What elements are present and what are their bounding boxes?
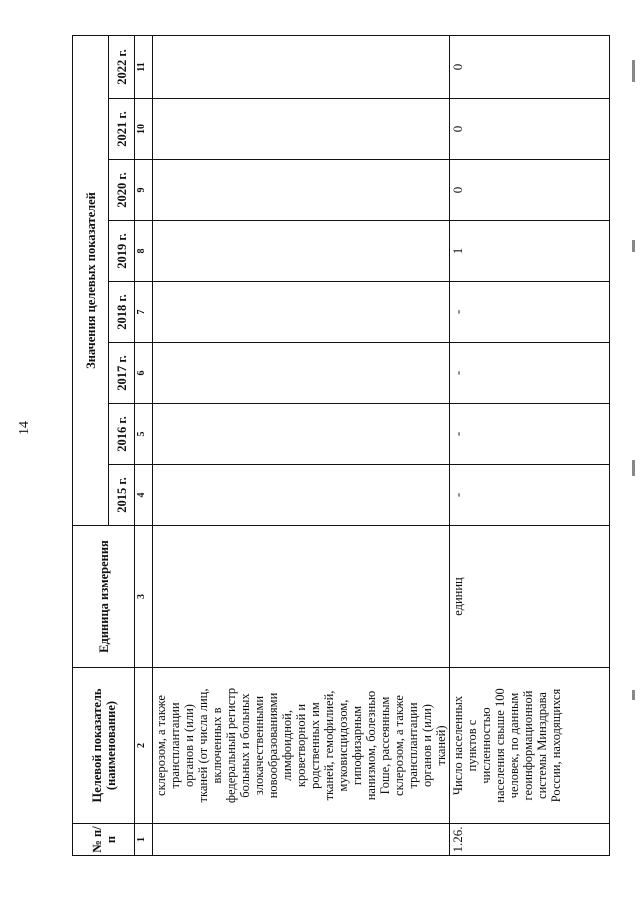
header-year: 2021 г. (109, 99, 135, 160)
header-year: 2018 г. (109, 282, 135, 343)
row-name-line: Число населенных (451, 695, 465, 796)
header-year: 2020 г. (109, 160, 135, 221)
column-number: 7 (135, 282, 153, 343)
row-value: 1 (450, 221, 610, 282)
row-name-line: численностью (479, 707, 493, 784)
column-number: 1 (135, 824, 153, 856)
page-number: 14 (17, 421, 32, 435)
row-name-line: Гоше, рассеянным (378, 696, 392, 795)
row-value (153, 99, 450, 160)
column-number: 11 (135, 35, 153, 98)
row-value: - (450, 465, 610, 526)
header-unit: Единица измерения (73, 526, 135, 668)
scan-edge-mark (632, 60, 635, 82)
row-num (153, 824, 450, 856)
row-name-line: кроветворной и (294, 703, 308, 788)
row-name (450, 668, 610, 824)
table-row (153, 35, 450, 855)
row-name-line: новообразованиями (266, 692, 280, 799)
row-name-line: человек, по данным (507, 692, 521, 799)
rotated-table-container (72, 36, 582, 856)
row-name-line: органов и (или) (182, 704, 196, 787)
scan-edge-mark (632, 690, 635, 700)
header-year: 2017 г. (109, 343, 135, 404)
row-name-line: тканей (от числа лиц, (196, 688, 210, 803)
header-year: 2015 г. (109, 465, 135, 526)
row-name-line: федеральный регистр (224, 687, 238, 804)
row-value (153, 404, 450, 465)
row-name-line: злокачественными (252, 695, 266, 796)
scan-edge-mark (632, 240, 635, 252)
row-name-line: гипофизарным (350, 705, 364, 786)
table-row (450, 35, 610, 855)
row-value: - (450, 343, 610, 404)
row-unit (153, 526, 450, 668)
row-value (153, 160, 450, 221)
row-value: 0 (450, 160, 610, 221)
column-number: 8 (135, 221, 153, 282)
row-name-line: включенных в (210, 707, 224, 784)
row-name-line: пунктов с (465, 719, 479, 772)
row-value (153, 35, 450, 98)
header-year: 2022 г. (109, 35, 135, 98)
column-number: 9 (135, 160, 153, 221)
row-value (153, 282, 450, 343)
row-name-line: родственных им (308, 702, 322, 789)
row-name-line: больных и больных (238, 693, 252, 798)
row-name (153, 668, 450, 824)
row-name-line: склерозом, а также (392, 695, 406, 796)
row-name-line: геоинформационной (521, 690, 535, 801)
row-num: 1.26. (450, 824, 610, 856)
row-name-line: России, находящихся (549, 688, 563, 803)
row-name-line: населения свыше 100 (493, 688, 507, 803)
row-unit: единиц (450, 526, 610, 668)
column-number: 3 (135, 526, 153, 668)
column-number: 10 (135, 99, 153, 160)
row-value (153, 343, 450, 404)
row-name-line: тканей, гемофилией, (322, 690, 336, 801)
row-name-line: трансплантации (406, 702, 420, 789)
column-number: 6 (135, 343, 153, 404)
scan-edge-mark (632, 460, 635, 476)
header-year: 2016 г. (109, 404, 135, 465)
column-number: 5 (135, 404, 153, 465)
row-name-line: системы Минздрава (535, 692, 549, 799)
row-name-line: трансплантации (168, 702, 182, 789)
indicators-table (72, 35, 610, 856)
row-value: 0 (450, 35, 610, 98)
header-name: Целевой показатель (наименование) (73, 668, 135, 824)
row-value: - (450, 404, 610, 465)
row-name-line: нанизмом, болезнью (364, 690, 378, 801)
row-name-line: муковисцидозом, (336, 699, 350, 792)
row-name-line: лимфоидной, (280, 710, 294, 781)
row-value (153, 465, 450, 526)
column-number: 2 (135, 668, 153, 824)
header-num: № п/п (73, 824, 135, 856)
row-value: 0 (450, 99, 610, 160)
header-values-group: Значения целевых показателей (73, 35, 109, 525)
column-number: 4 (135, 465, 153, 526)
row-name-line: тканей) (434, 725, 448, 766)
row-value (153, 221, 450, 282)
row-value: - (450, 282, 610, 343)
header-year: 2019 г. (109, 221, 135, 282)
row-name-line: склерозом, а также (154, 695, 168, 796)
row-name-line: органов и (или) (420, 704, 434, 787)
